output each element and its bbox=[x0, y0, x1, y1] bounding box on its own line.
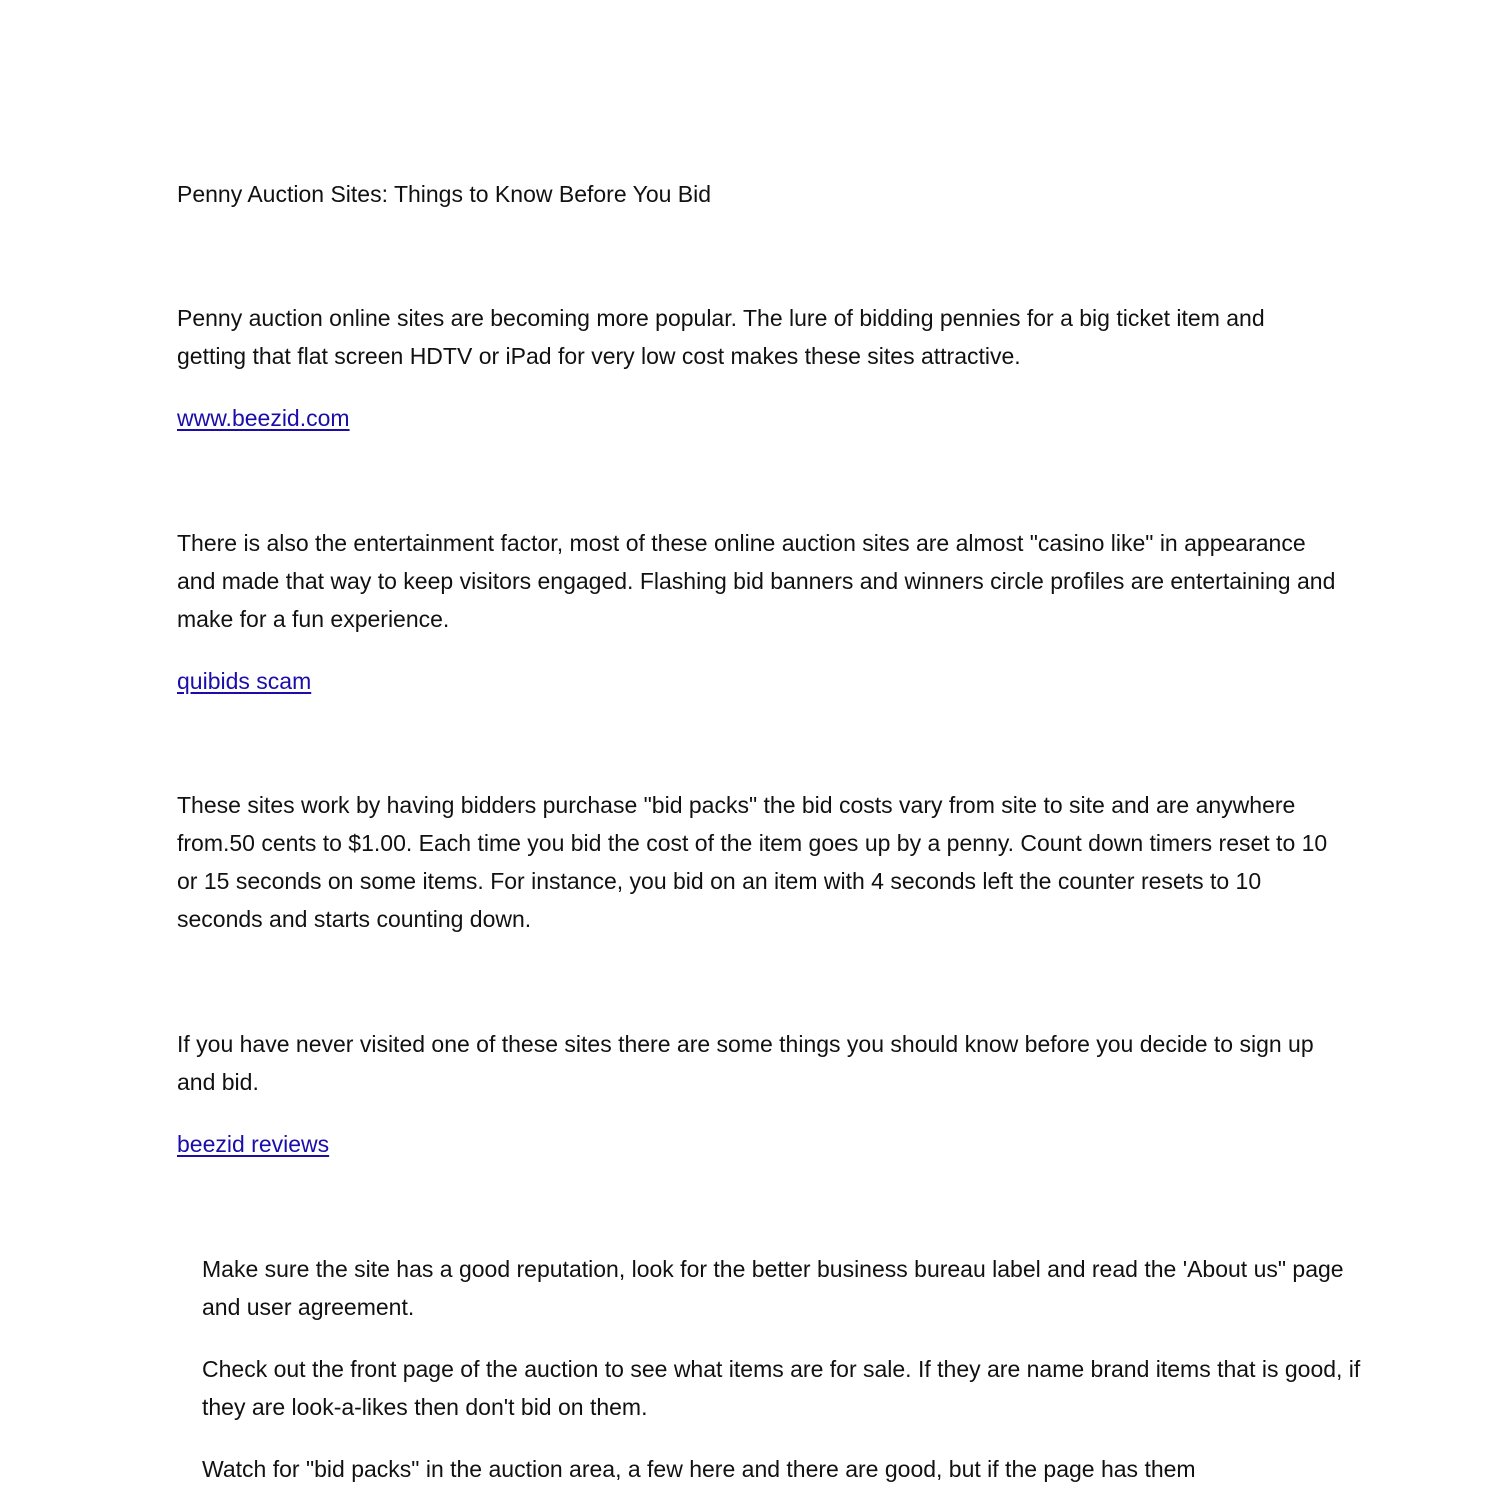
beezid-reviews-link[interactable]: beezid reviews bbox=[177, 1131, 330, 1157]
tip-front-page: Check out the front page of the auction to see what items are for sale. If they are name brand items that is good, if they are look-a-likes then don't bid on them. bbox=[202, 1356, 1361, 1420]
link-paragraph-beezid bbox=[177, 399, 1337, 437]
link-paragraph-quibids bbox=[177, 662, 1337, 700]
paragraph-before-you-bid: If you have never visited one of these sites there are some things you should know before you decide to sign up and bid. bbox=[177, 1031, 1314, 1095]
paragraph-intro: Penny auction online sites are becoming more popular. The lure of bidding pennies for a big ticket item and getting that flat screen HDTV or iPad for very low cost makes these sites attractive. bbox=[177, 305, 1265, 369]
document-title: Penny Auction Sites: Things to Know Before You Bid bbox=[177, 181, 712, 207]
paragraph-entertainment: There is also the entertainment factor, most of these online auction sites are almost "casino like" in appearance and made that way to keep visitors engaged. Flashing bid banners and winners circle profiles are entertaining and make for a fun experience. bbox=[177, 530, 1336, 632]
tip-bid-packs: Watch for "bid packs" in the auction area, a few here and there are good, but if the page has them bbox=[202, 1456, 1196, 1482]
link-paragraph-beezid-reviews bbox=[177, 1125, 1337, 1163]
quibids-scam-link[interactable]: quibids scam bbox=[177, 668, 312, 694]
beezid-link[interactable]: www.beezid.com bbox=[177, 405, 350, 431]
tip-reputation: Make sure the site has a good reputation, look for the better business bureau label and read the 'About us" page and user agreement. bbox=[202, 1256, 1344, 1320]
paragraph-bid-packs: These sites work by having bidders purchase "bid packs" the bid costs vary from site to site and are anywhere from.50 cents to $1.00. Each time you bid the cost of the item goes up by a penny. Count down timers reset to 10 or 15 seconds on some items. For instance, you bid on an item with 4 seconds left the counter resets to 10 seconds and starts counting down. bbox=[177, 792, 1328, 932]
